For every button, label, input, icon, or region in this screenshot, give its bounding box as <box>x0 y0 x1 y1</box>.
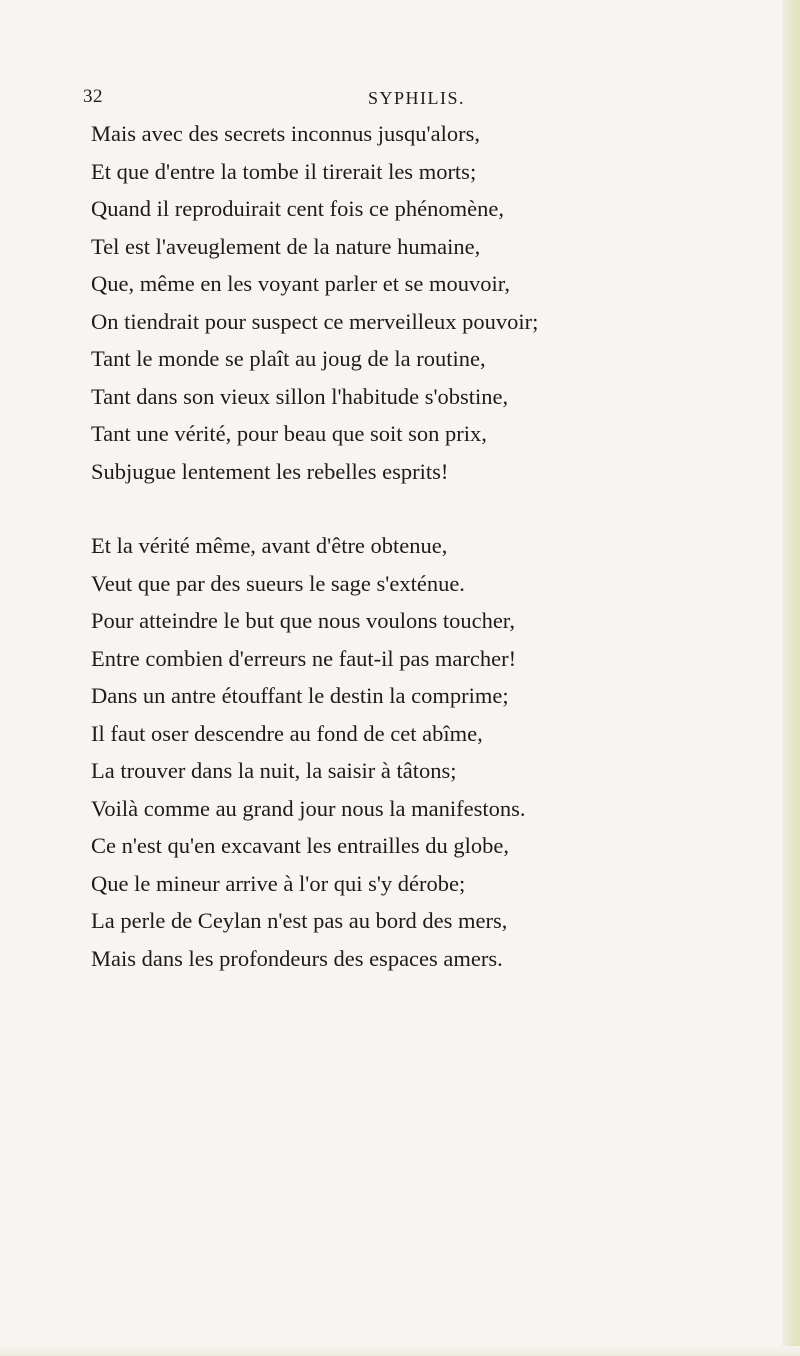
verse-line: Dans un antre étouffant le destin la comprime; <box>91 683 509 708</box>
verse-line: Veut que par des sueurs le sage s'exténue. <box>91 570 465 596</box>
verse-line: Pour atteindre le but que nous voulons toucher, <box>91 608 516 633</box>
verse-line: Que, même en les voyant parler et se mouvoir, <box>91 271 510 296</box>
verse-line: Il faut oser descendre au fond de cet abîme, <box>91 720 483 746</box>
verse-line: Tel est l'aveuglement de la nature humaine, <box>91 233 481 259</box>
verse-line: Que le mineur arrive à l'or qui s'y dérobe; <box>91 870 466 896</box>
page-header <box>0 86 800 116</box>
running-title: SYPHILIS. <box>368 88 466 108</box>
verse-line: Ce n'est qu'en excavant les entrailles du globe, <box>91 833 509 858</box>
verse-line: La trouver dans la nuit, la saisir à tâtons; <box>91 758 457 783</box>
verse-line: Entre combien d'erreurs ne faut-il pas marcher! <box>91 645 517 671</box>
verse-line: Subjugue lentement les rebelles esprits! <box>91 458 449 484</box>
verse-line: Mais avec des secrets inconnus jusqu'alors, <box>91 121 480 146</box>
verse-line: Tant une vérité, pour beau que soit son prix, <box>91 421 487 446</box>
verse-line: Mais dans les profondeurs des espaces amers. <box>91 945 503 971</box>
verse-line: Tant le monde se plaît au joug de la routine, <box>91 346 486 371</box>
verse-line: Quand il reproduirait cent fois ce phénomène, <box>91 196 504 221</box>
verse-line: Et la vérité même, avant d'être obtenue, <box>91 533 448 558</box>
verse-line: La perle de Ceylan n'est pas au bord des mers, <box>91 908 508 933</box>
poem-body <box>91 115 791 977</box>
verse-line: Voilà comme au grand jour nous la manifestons. <box>91 795 526 821</box>
page-number: 32 <box>83 86 103 107</box>
stanza-1 <box>91 115 791 490</box>
verse-line: Tant dans son vieux sillon l'habitude s'obstine, <box>91 383 509 409</box>
page-bottom-shadow <box>0 1346 800 1356</box>
verse-line: On tiendrait pour suspect ce merveilleux pouvoir; <box>91 308 539 334</box>
stanza-2 <box>91 527 791 977</box>
verse-line: Et que d'entre la tombe il tirerait les morts; <box>91 158 477 184</box>
